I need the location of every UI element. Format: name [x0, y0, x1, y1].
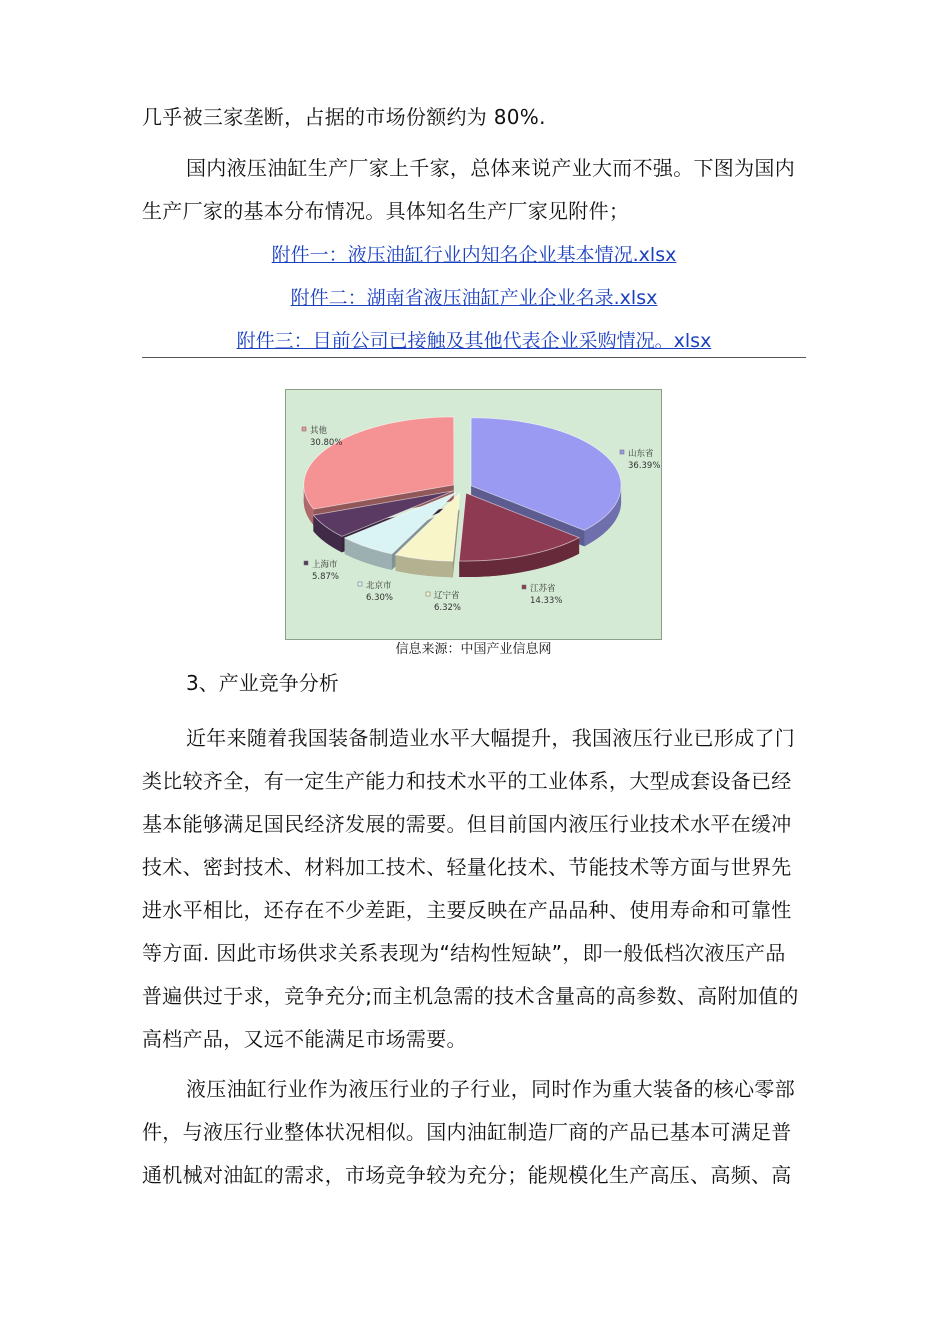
pie-label-marker [620, 450, 624, 454]
pie-value-label: 30.80% [310, 438, 343, 448]
pie-category-label: 辽宁省 [434, 591, 460, 601]
pie-value-label: 5.87% [312, 572, 340, 582]
pie-category-label: 江苏省 [530, 584, 556, 594]
pie-category-label: 北京市 [366, 581, 392, 591]
paragraph-cylinder: 液压油缸行业作为液压行业的子行业，同时作为重大装备的核心零部件，与液压行业整体状况相似。国内油缸制造厂商的产品已基本可满足普通机械对油缸的需求，市场竞争较为充分；能规模化生产高压、高频、高 [142, 1077, 795, 1187]
pie-category-label: 上海市 [312, 560, 338, 570]
attachment-link-2[interactable]: 附件二：湖南省液压油缸产业企业名录.xlsx [290, 287, 658, 309]
pie-value-label: 6.32% [434, 603, 462, 613]
attachment-link-3[interactable]: 附件三：目前公司已接触及其他代表企业采购情况。xlsx [236, 330, 712, 352]
pie-label-marker [302, 427, 306, 431]
paragraph-manufacturers: 国内液压油缸生产厂家上千家，总体来说产业大而不强。下图为国内生产厂家的基本分布情况。具体知名生产厂家见附件； [142, 156, 795, 223]
pie-value-label: 14.33% [530, 596, 563, 606]
pie-category-label: 其他 [310, 426, 328, 436]
pie-category-label: 山东省 [628, 449, 654, 459]
pie-label-marker [304, 561, 308, 565]
pie-label-marker [358, 582, 362, 586]
pie-label-marker [522, 585, 526, 589]
pie-value-label: 36.39% [628, 461, 661, 471]
paragraph-competition: 近年来随着我国装备制造业水平大幅提升，我国液压行业已形成了门类比较齐全，有一定生产能力和技术水平的工业体系，大型成套设备已经基本能够满足国民经济发展的需要。但目前国内液压行业技术水平在缓冲技术、密封技术、材料加工技术、轻量化技术、节能技术等方面与世界先进水平相比，还存在不少差距，主要反映在产品品种、使用寿命和可靠性等方面. 因此市场供求关系表现为“结构性短缺”，即一般低档次液压产品普遍供过于求，竞争充分;而主机急需的技术含量高的高参数、高附加值的高档产品，又远不能满足市场需要。 [142, 726, 799, 1051]
attachment-link-1[interactable]: 附件一：液压油缸行业内知名企业基本情况.xlsx [271, 244, 677, 266]
pie-value-label: 6.30% [366, 593, 394, 603]
pie-chart [285, 389, 662, 640]
divider-line [142, 357, 806, 358]
section-heading: 3、产业竞争分析 [186, 671, 339, 695]
pie-label-marker [426, 592, 430, 596]
pie-chart-svg [286, 390, 661, 639]
paragraph-intro-end: 几乎被三家垄断，占据的市场份额约为 80%. [142, 105, 546, 129]
chart-caption: 信息来源：中国产业信息网 [395, 642, 552, 657]
